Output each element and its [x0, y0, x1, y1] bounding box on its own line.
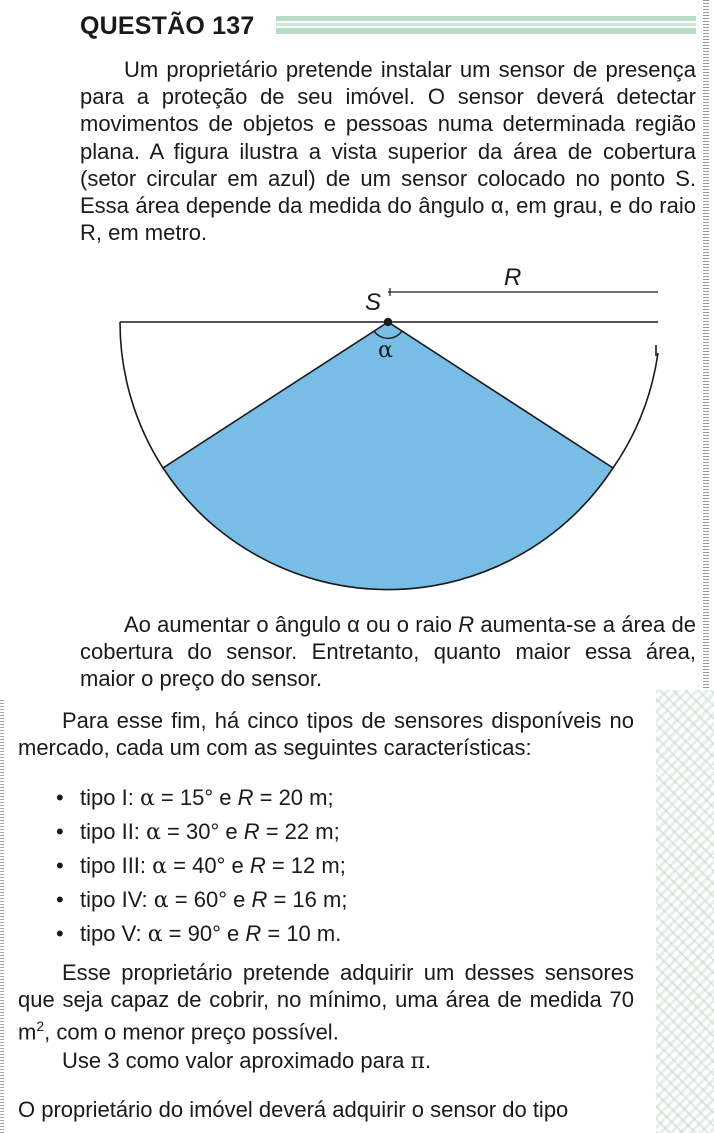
list-item: • tipo IV: α = 60° e R = 16 m;	[56, 887, 348, 913]
pi-note-paragraph: Use 3 como valor aproximado para π.	[62, 1048, 432, 1074]
intro-paragraph	[80, 56, 696, 246]
sensor-point	[384, 318, 392, 326]
after-figure-r: R	[458, 612, 475, 637]
page-edge-pattern-right	[703, 0, 709, 690]
sensor-coverage-figure	[112, 258, 664, 602]
requirement-text: Esse proprietário pretende adquirir um desses sensores que seja capaz de cobrir, no mínimo, uma área de medida 70 m	[18, 960, 634, 1045]
list-item: • tipo III: α = 40° e R = 12 m;	[56, 853, 346, 879]
list-item: • tipo V: α = 90° e R = 10 m.	[56, 921, 342, 947]
page-edge-pattern-left	[0, 700, 4, 1133]
market-text: Para esse fim, há cinco tipos de sensores disponíveis no mercado, cada um com as seguintes características:	[18, 708, 634, 761]
market-paragraph	[18, 707, 634, 761]
after-figure-text-1: Ao aumentar o ângulo α ou o raio	[124, 612, 459, 637]
after-figure-text-2: aumenta-se a área de cobertura do sensor. Entretanto, quanto maior essa área, maior o preço do sensor.	[80, 612, 696, 692]
pi-symbol: π	[410, 1049, 425, 1074]
uncovered-left-region	[120, 322, 163, 468]
intro-text: Um proprietário pretende instalar um sensor de presença para a proteção de seu imóvel. O sensor deverá detectar movimentos de objetos e pessoas numa determinada região plana. A figura ilustra a vista superior da área de cobertura (setor circular em azul) de um sensor colocado no ponto S. Essa área depende da medida do ângulo α, em grau, e do raio R, em metro.	[80, 57, 696, 246]
side-decoration-pattern	[656, 690, 714, 1133]
list-item: • tipo II: α = 30° e R = 22 m;	[56, 819, 340, 845]
uncovered-right-region	[613, 353, 658, 468]
radius-label: R	[504, 264, 522, 291]
requirement-paragraph	[18, 959, 634, 1046]
question-header	[80, 10, 696, 42]
after-figure-paragraph	[80, 611, 696, 693]
pi-note-text: Use 3 como valor aproximado para	[62, 1048, 411, 1073]
title-decoration-bar	[276, 16, 696, 36]
sensor-label: S	[365, 289, 382, 316]
question-title: QUESTÃO 137	[80, 12, 255, 40]
requirement-tail: , com o menor preço possível.	[44, 1019, 339, 1045]
angle-label: α	[378, 338, 393, 363]
sensor-diagram	[112, 258, 664, 602]
sensor-type-list	[56, 781, 347, 951]
final-question: O proprietário do imóvel deverá adquirir o sensor do tipo	[18, 1097, 569, 1122]
list-item: • tipo I: α = 15° e R = 20 m;	[56, 785, 334, 811]
requirement-exponent: 2	[36, 1018, 45, 1035]
